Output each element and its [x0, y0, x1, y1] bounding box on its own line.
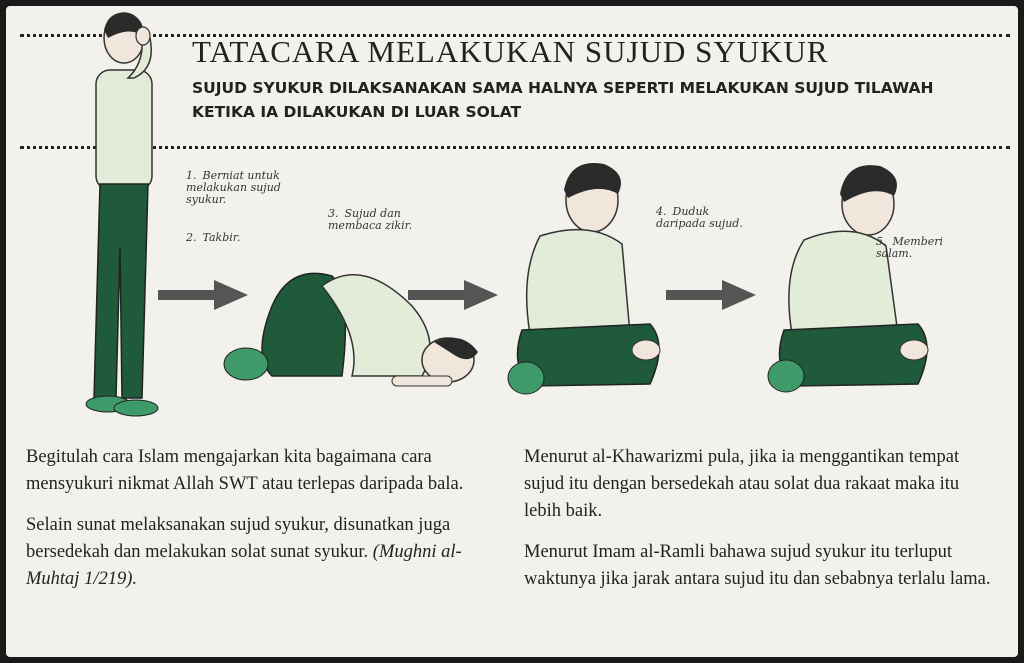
- infographic-page: [6, 6, 1018, 657]
- figure-prostrating-man: [212, 256, 492, 396]
- step-number: 1.: [186, 169, 197, 182]
- step-3-caption: [328, 208, 438, 232]
- step-text: Sujud dan membaca zikir.: [328, 207, 413, 232]
- body-left-column: [26, 444, 496, 607]
- arrow-right-icon: [158, 280, 248, 310]
- reference-citation: (Mughni al-Muhtaj 1/219).: [26, 542, 462, 589]
- step-number: 4.: [656, 205, 667, 218]
- step-5-caption: [876, 236, 956, 260]
- left-paragraph-2: [26, 512, 496, 593]
- figure-standing-man: [64, 8, 184, 428]
- step-2-caption: [186, 232, 306, 244]
- arrow-right-icon: [408, 280, 498, 310]
- page-title: TATACARA MELAKUKAN SUJUD SYUKUR: [192, 34, 829, 69]
- step-4-caption: [656, 206, 746, 230]
- arrow-right-icon: [666, 280, 756, 310]
- page-subtitle: SUJUD SYUKUR DILAKSANAKAN SAMA HALNYA SEPERTI MELAKUKAN SUJUD TILAWAH KETIKA IA DILAKUKAN DI LUAR SOLAT: [192, 79, 934, 121]
- step-1-caption: [186, 170, 306, 206]
- step-number: 3.: [328, 207, 339, 220]
- left-paragraph-2-text: Selain sunat melaksanakan sujud syukur, disunatkan juga bersedekah dan melakukan solat sunat syukur.: [26, 515, 451, 562]
- right-paragraph-2: Menurut Imam al-Ramli bahawa sujud syukur itu terluput waktunya jika jarak antara sujud itu dan sebabnya terlalu lama.: [524, 542, 991, 589]
- left-paragraph-1: Begitulah cara Islam mengajarkan kita bagaimana cara mensyukuri nikmat Allah SWT atau terlepas daripada bala.: [26, 447, 464, 494]
- figure-salam-man: [758, 154, 938, 399]
- body-right-column: [524, 444, 994, 607]
- figure-sitting-man: [500, 154, 670, 399]
- step-number: 5.: [876, 235, 887, 248]
- step-text: Berniat untuk melakukan sujud syukur.: [186, 169, 281, 206]
- step-text: Takbir.: [202, 231, 241, 244]
- step-number: 2.: [186, 231, 197, 244]
- right-paragraph-1: Menurut al-Khawarizmi pula, jika ia menggantikan tempat sujud itu dengan bersedekah atau solat dua rakaat maka itu lebih baik.: [524, 447, 960, 521]
- step-text: Duduk daripada sujud.: [656, 205, 743, 230]
- step-text: Memberi salam.: [876, 235, 944, 260]
